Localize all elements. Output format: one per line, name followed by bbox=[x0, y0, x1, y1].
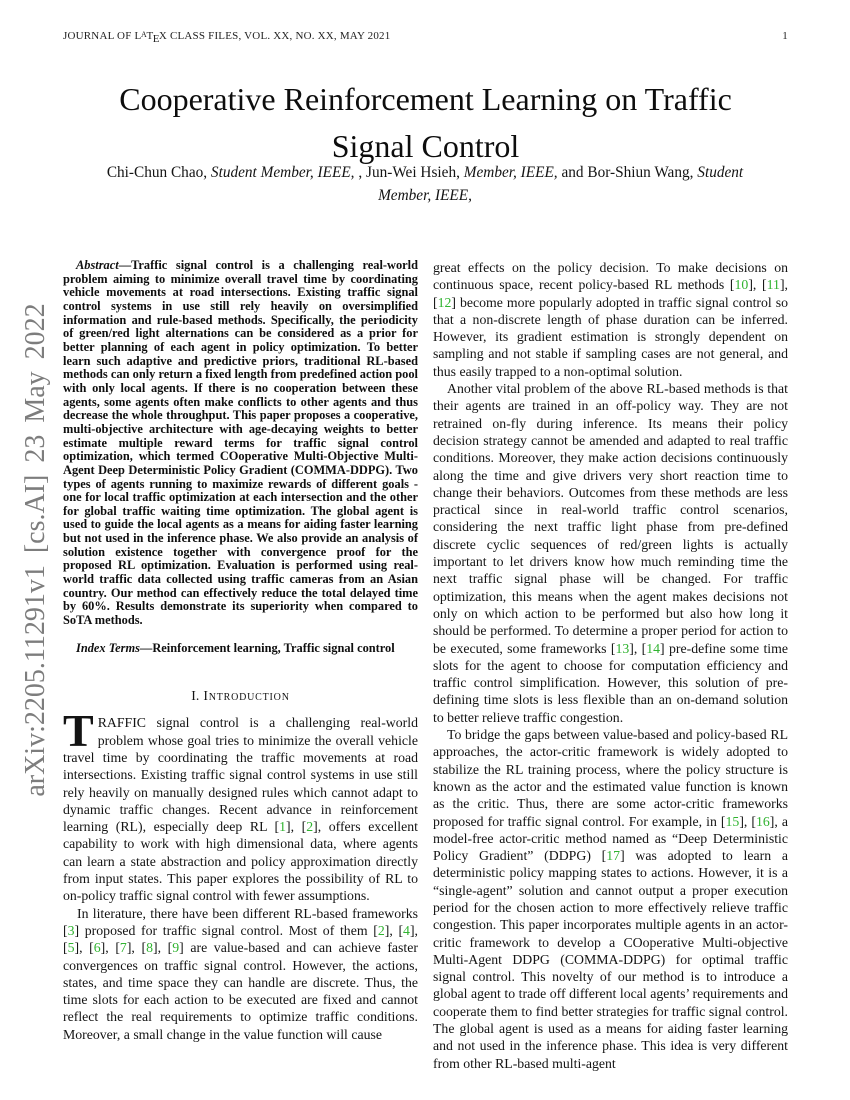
page-header bbox=[63, 30, 788, 45]
two-column-body bbox=[63, 259, 788, 1072]
author-line bbox=[95, 161, 755, 207]
citation-link[interactable]: 7 bbox=[119, 940, 127, 956]
abstract-section bbox=[63, 259, 418, 628]
author-membership: Member, IEEE, bbox=[463, 164, 558, 181]
citation-link[interactable]: 13 bbox=[615, 640, 630, 656]
abstract-text: —Traffic signal control is a challenging real-world problem aiming to minimize overall travel time by coordinating vehicle movements at road intersections. Existing traffic signal control systems in use still rely heavily on oversimplified information and rule-based methods. Specifically, the periodicity of green/red light alternations can be considered as a prior for better planning of each agent in policy optimization. To better learn such adaptive and predictive priors, traditional RL-based methods can only return a fixed length from predefined action pool with only local agents. If there is no cooperation between these agents, some agents often make conflicts to other agents and thus decrease the whole throughput. This paper proposes a cooperative, multi-objective architecture with age-decaying weights to better estimate multiple reward terms for traffic signal control optimization, which termed COoperative Multi-Objective Multi-Agent Deep Deterministic Policy Gradient (COMMA-DDPG). Two types of agents running to maximize rewards of different goals - one for local traffic optimization at each intersection and the other for global traffic waiting time optimization. The global agent is used to guide the local agents as a means for aiding faster learning but not used in the inference phase. We also provide an analysis of solution existence together with convergence proof for the proposed RL optimization. Evaluation is performed using real-world traffic data collected using traffic cameras from an Asian country. Our method can effectively reduce the total delayed time by 60%. Results demonstrate its superiority when compared to SoTA methods. bbox=[63, 258, 418, 628]
author-membership: Student Member, IEEE, bbox=[210, 164, 355, 181]
right-paragraph-2: Another vital problem of the above RL-based methods is that their agents are trained in an off-policy way. They are not retrained on-fly during inference. Its means their policy decision strategy cannot be amended and adapted to real traffic conditions. Moreover, they make action decisions continuously along the time and give drivers very short reaction time to change their behaviors. Outcomes from these methods are less practical since in real-world traffic control scenarios, considering the next traffic light phase from pre-defined discrete cyclic sequences of red/green lights is actually important to let drivers know how much reminding time the next traffic signal phase will be changed. For traffic optimization, this means when the agent makes decisions not only on which action to be performed but also how long it should be performed. To determine a proper period for action to be executed, some frameworks [13], [14] pre-define some time slots for the agent to choose for computation efficiency and traffic control simplification. However, this solution of pre-defining time slots is less flexible than an on-demand solution to better relieve traffic congestion. bbox=[433, 381, 788, 725]
citation-link[interactable]: 5 bbox=[67, 940, 75, 956]
journal-title bbox=[63, 30, 390, 45]
citation-link[interactable]: 14 bbox=[646, 640, 661, 656]
latex-logo-t: T bbox=[146, 30, 154, 43]
section-heading-introduction bbox=[63, 688, 418, 704]
citation-link[interactable]: 9 bbox=[172, 940, 180, 956]
latex-logo-e: E bbox=[152, 32, 160, 45]
section-number: I. bbox=[191, 688, 200, 704]
journal-title-rest: X CLASS FILES, VOL. XX, NO. XX, MAY 2021 bbox=[158, 30, 391, 43]
author-name: Chi-Chun Chao, bbox=[106, 164, 211, 181]
citation-link[interactable]: 4 bbox=[403, 922, 410, 938]
citation-link[interactable]: 11 bbox=[766, 277, 780, 293]
citation-link[interactable]: 2 bbox=[306, 819, 314, 835]
citation-link[interactable]: 15 bbox=[725, 813, 740, 829]
citation-link[interactable]: 17 bbox=[606, 848, 621, 864]
citation-link[interactable]: 16 bbox=[756, 813, 770, 829]
citation-link[interactable]: 6 bbox=[93, 940, 101, 956]
author-name: and Bor-Shiun Wang, bbox=[557, 164, 698, 181]
paper-title bbox=[63, 76, 788, 170]
column-right bbox=[433, 259, 788, 1072]
section-title: Introduction bbox=[203, 688, 290, 704]
index-terms-text: —Reinforcement learning, Traffic signal control bbox=[139, 640, 395, 655]
latex-logo-a: A bbox=[141, 30, 147, 39]
right-paragraph-1: great effects on the policy decision. To make decisions on continuous space, recent policy-based RL methods [10], [11], [12] become more popularly adopted in traffic signal control so that a non-discrete length of phase duration can be inferred. However, its gradient estimation is strongly dependent on sampling and not stable if sampling cases are not general, and thus easily trapped to a non-optimal solution. bbox=[433, 260, 788, 379]
author-name: , Jun-Wei Hsieh, bbox=[354, 164, 464, 181]
column-left bbox=[63, 259, 418, 1072]
citation-link[interactable]: 3 bbox=[67, 922, 75, 938]
right-paragraph-3: To bridge the gaps between value-based and policy-based RL approaches, the actor-critic framework is widely adopted to stabilize the RL training process, where the policy structure is known as the actor and the estimated value function is known as the critic. Thus, there are some actor-critic frameworks proposed for traffic signal control. For example, in [15], [16], a model-free actor-critic method named as “Deep Deterministic Policy Gradient” (DDPG) [17] was adopted to learn a deterministic policy mapping states to actions. However, it is a “single-agent” solution and cannot output a proper execution period for the chosen action to more effectively relieve traffic congestion. This paper incorporates multiple agents in an actor-critic framework to develop a COoperative Multi-objective Multi-Agent DDPG (COMMA-DDPG) for optimal traffic signal control. This novelty of our method is to introduce a global agent to trade off different local agents’ requirements and cooperate them to find better strategies for traffic signal control. The global agent is used as a means for aiding faster learning and not used in the inference phase. This idea is very different from other RL-based multi-agent bbox=[433, 727, 788, 1071]
drop-cap: T bbox=[63, 705, 94, 757]
citation-link[interactable]: 1 bbox=[279, 819, 287, 835]
title-line-2: Signal Control bbox=[331, 128, 520, 164]
journal-title-text: JOURNAL OF L bbox=[63, 30, 142, 43]
intro-paragraph-1 bbox=[63, 705, 418, 904]
arxiv-watermark: arXiv:2205.11291v1 [cs.AI] 23 May 2022 bbox=[20, 303, 51, 797]
citation-link[interactable]: 2 bbox=[377, 922, 385, 938]
citation-link[interactable]: 12 bbox=[437, 294, 452, 310]
abstract-lead: Abstract bbox=[76, 258, 119, 272]
citation-link[interactable]: 10 bbox=[734, 277, 749, 293]
index-terms-lead: Index Terms bbox=[76, 640, 140, 655]
intro-paragraph-2: In literature, there have been different RL-based frameworks [3] proposed for traffic signal control. Most of them [2], [4], [5], [6], [7], [8], [9] are value-based and can achieve faster convergences on traffic signal control. However, the actions, states, and time space they can handle are discrete. Thus, the time slots for each action to be executed are fixed and cannot reflect the real requirements to optimize traffic conditions. Moreover, a small change in the value function will cause bbox=[63, 905, 418, 1042]
intro-paragraph-1-text: RAFFIC signal control is a challenging real-world problem whose goal tries to minimize the overall vehicle travel time by coordinating the traffic movements at road intersections. Existing traffic signal control systems in use still rely heavily on manually designed rules which cannot adapt to dynamic traffic changes. Recent advance in reinforcement learning (RL), especially deep RL [1], [2], offers excellent capability to work with high dimensional data, where agents can learn a state abstraction and policy approximation directly from input states. This paper explores the possibility of RL to on-policy traffic signal control with fewer assumptions. bbox=[63, 715, 418, 904]
citation-link[interactable]: 8 bbox=[146, 940, 153, 956]
index-terms bbox=[63, 642, 418, 656]
page-number: 1 bbox=[782, 30, 788, 42]
title-line-1: Cooperative Reinforcement Learning on Traffic bbox=[119, 81, 732, 117]
author-membership: Student Member, IEEE, bbox=[378, 164, 744, 204]
